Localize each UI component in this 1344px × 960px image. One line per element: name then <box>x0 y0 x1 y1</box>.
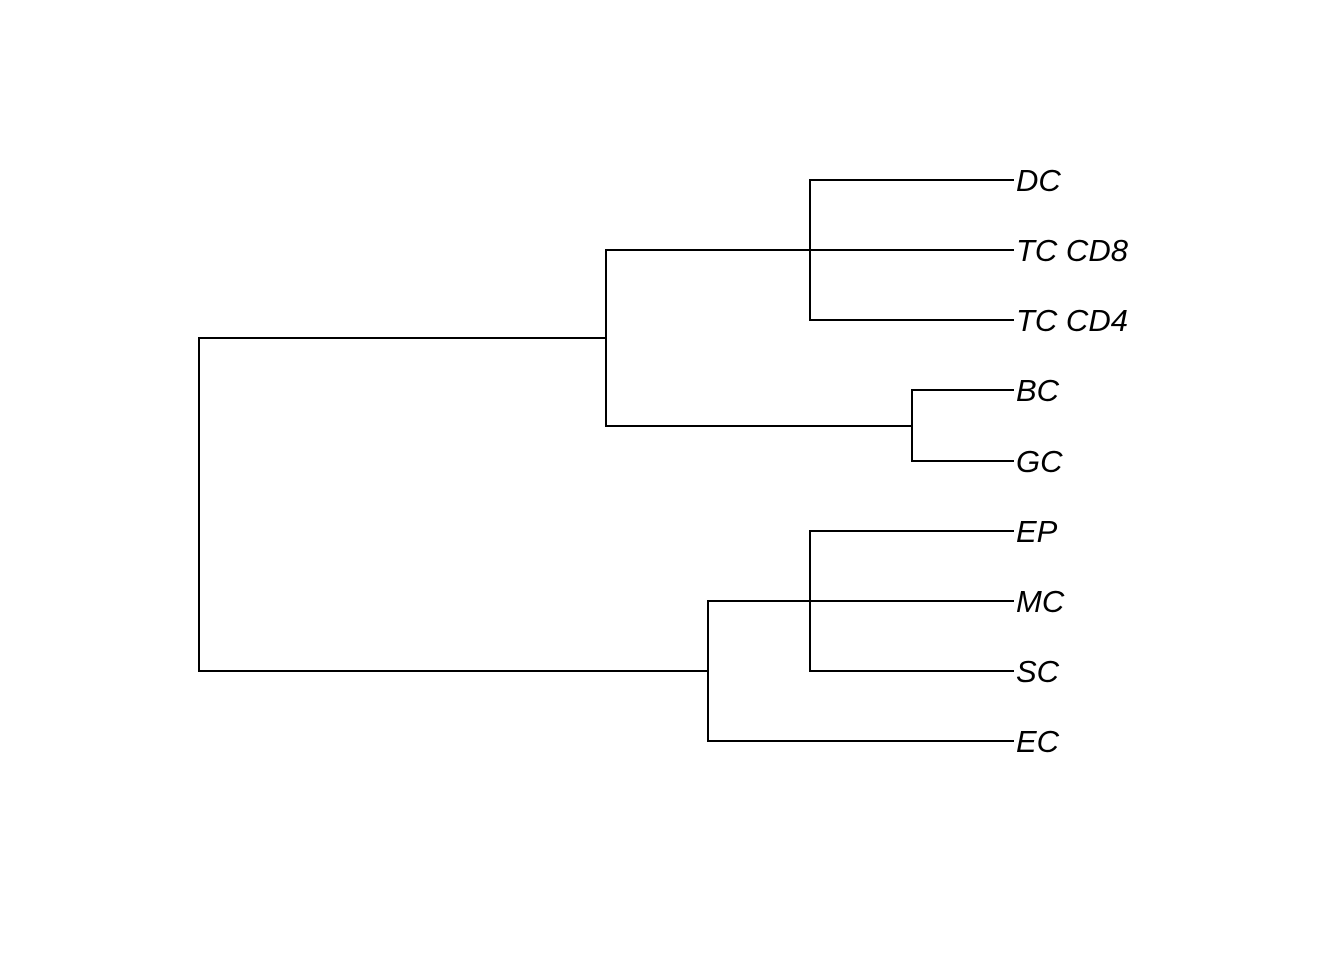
tip-label-ec: EC <box>1016 724 1060 759</box>
tip-label-dc: DC <box>1016 163 1061 198</box>
tip-label-bc: BC <box>1016 373 1060 408</box>
tip-label-tc-cd4: TC CD4 <box>1016 303 1128 338</box>
tip-label-sc: SC <box>1016 654 1060 689</box>
branch-clade-immune <box>606 250 912 426</box>
tip-labels <box>1016 163 1129 759</box>
tip-label-ep: EP <box>1016 514 1058 549</box>
tip-label-gc: GC <box>1016 444 1063 479</box>
branches <box>199 180 1013 741</box>
tip-label-tc-cd8: TC CD8 <box>1016 233 1128 268</box>
branch-clade-bc-gc <box>912 390 1013 461</box>
tip-label-mc: MC <box>1016 584 1065 619</box>
branch-root <box>199 338 708 671</box>
